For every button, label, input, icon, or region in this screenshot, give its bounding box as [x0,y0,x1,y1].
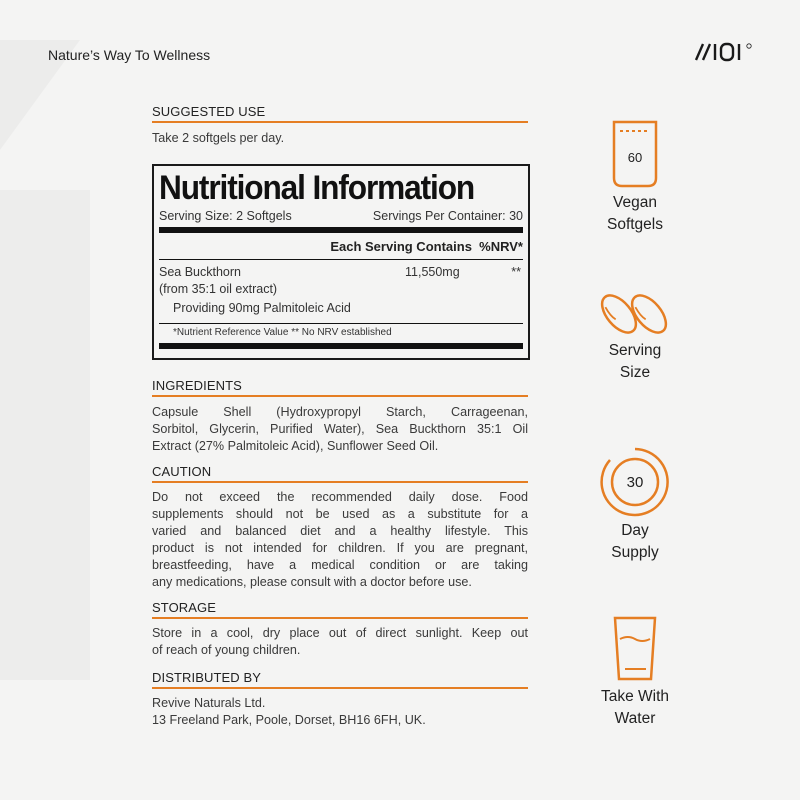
nutrient-name: Sea Buckthorn [159,265,241,279]
softgel-icon [597,292,673,336]
storage-text: Store in a cool, dry place out of direct sunlight. Keep out of reach of young children. [152,626,528,657]
feature-serving-size: Serving Size [608,342,662,381]
nutrition-title: Nutritional Information [159,169,475,207]
pouch-icon [610,118,660,190]
ingredients-heading: INGREDIENTS [152,378,528,397]
brand-tagline: Nature’s Way To Wellness [48,47,211,63]
caution-text: Do not exceed the recommended daily dose. Food supplements should not be used as a substitute for a varied and balanced diet and a healthy lifestyle. This product is not intended for children. If you are pregnant, breastfeeding, have a medical condition or are taking any medications, please consult with a doctor before use. [152,490,528,589]
distributed-text: Revive Naturals Ltd. 13 Freeland Park, Poole, Dorset, BH16 6FH, UK. [152,696,426,727]
nrv-header: %NRV* [479,239,523,254]
ingredients-text: Capsule Shell (Hydroxypropyl Starch, Carrageenan, Sorbitol, Glycerin, Purified Water), Sea Buckthorn 35:1 Oil Extract (27% Palmitoleic Acid), Sunflower Seed Oil. [152,405,528,453]
nutrient-source: (from 35:1 oil extract) [159,282,278,296]
brand-logo [690,40,760,64]
nutrient-amount: 11,550mg [405,265,460,279]
storage-heading: STORAGE [152,600,528,619]
suggested-use-heading: SUGGESTED USE [152,104,528,123]
calendar-circle-icon [598,445,672,519]
feature-take-with-water: Take With Water [600,688,670,727]
feature-vegan-softgels: Vegan Softgels [606,194,663,233]
serving-size: Serving Size: 2 Softgels [159,209,292,223]
nutrient-row [159,264,523,281]
feature-day-supply: Day Supply [611,522,659,561]
distributed-heading: DISTRIBUTED BY [152,670,528,689]
servings-per-container: Servings Per Container: 30 [372,209,523,223]
nrv-footnote: *Nutrient Reference Value ** No NRV established [173,327,392,338]
divider-thin [159,259,523,260]
suggested-use-text: Take 2 softgels per day. [152,131,285,145]
pouch-count: 60 [627,150,643,165]
day-count: 30 [626,474,644,491]
each-serving-header: Each Serving Contains %NRV* [330,239,523,254]
divider-thick-bottom [159,343,523,349]
nutrient-nrv: ** [511,265,521,279]
water-glass-icon [612,615,658,683]
nutrient-providing: Providing 90mg Palmitoleic Acid [173,301,351,315]
nutrition-panel [152,164,530,360]
caution-heading: CAUTION [152,464,528,483]
